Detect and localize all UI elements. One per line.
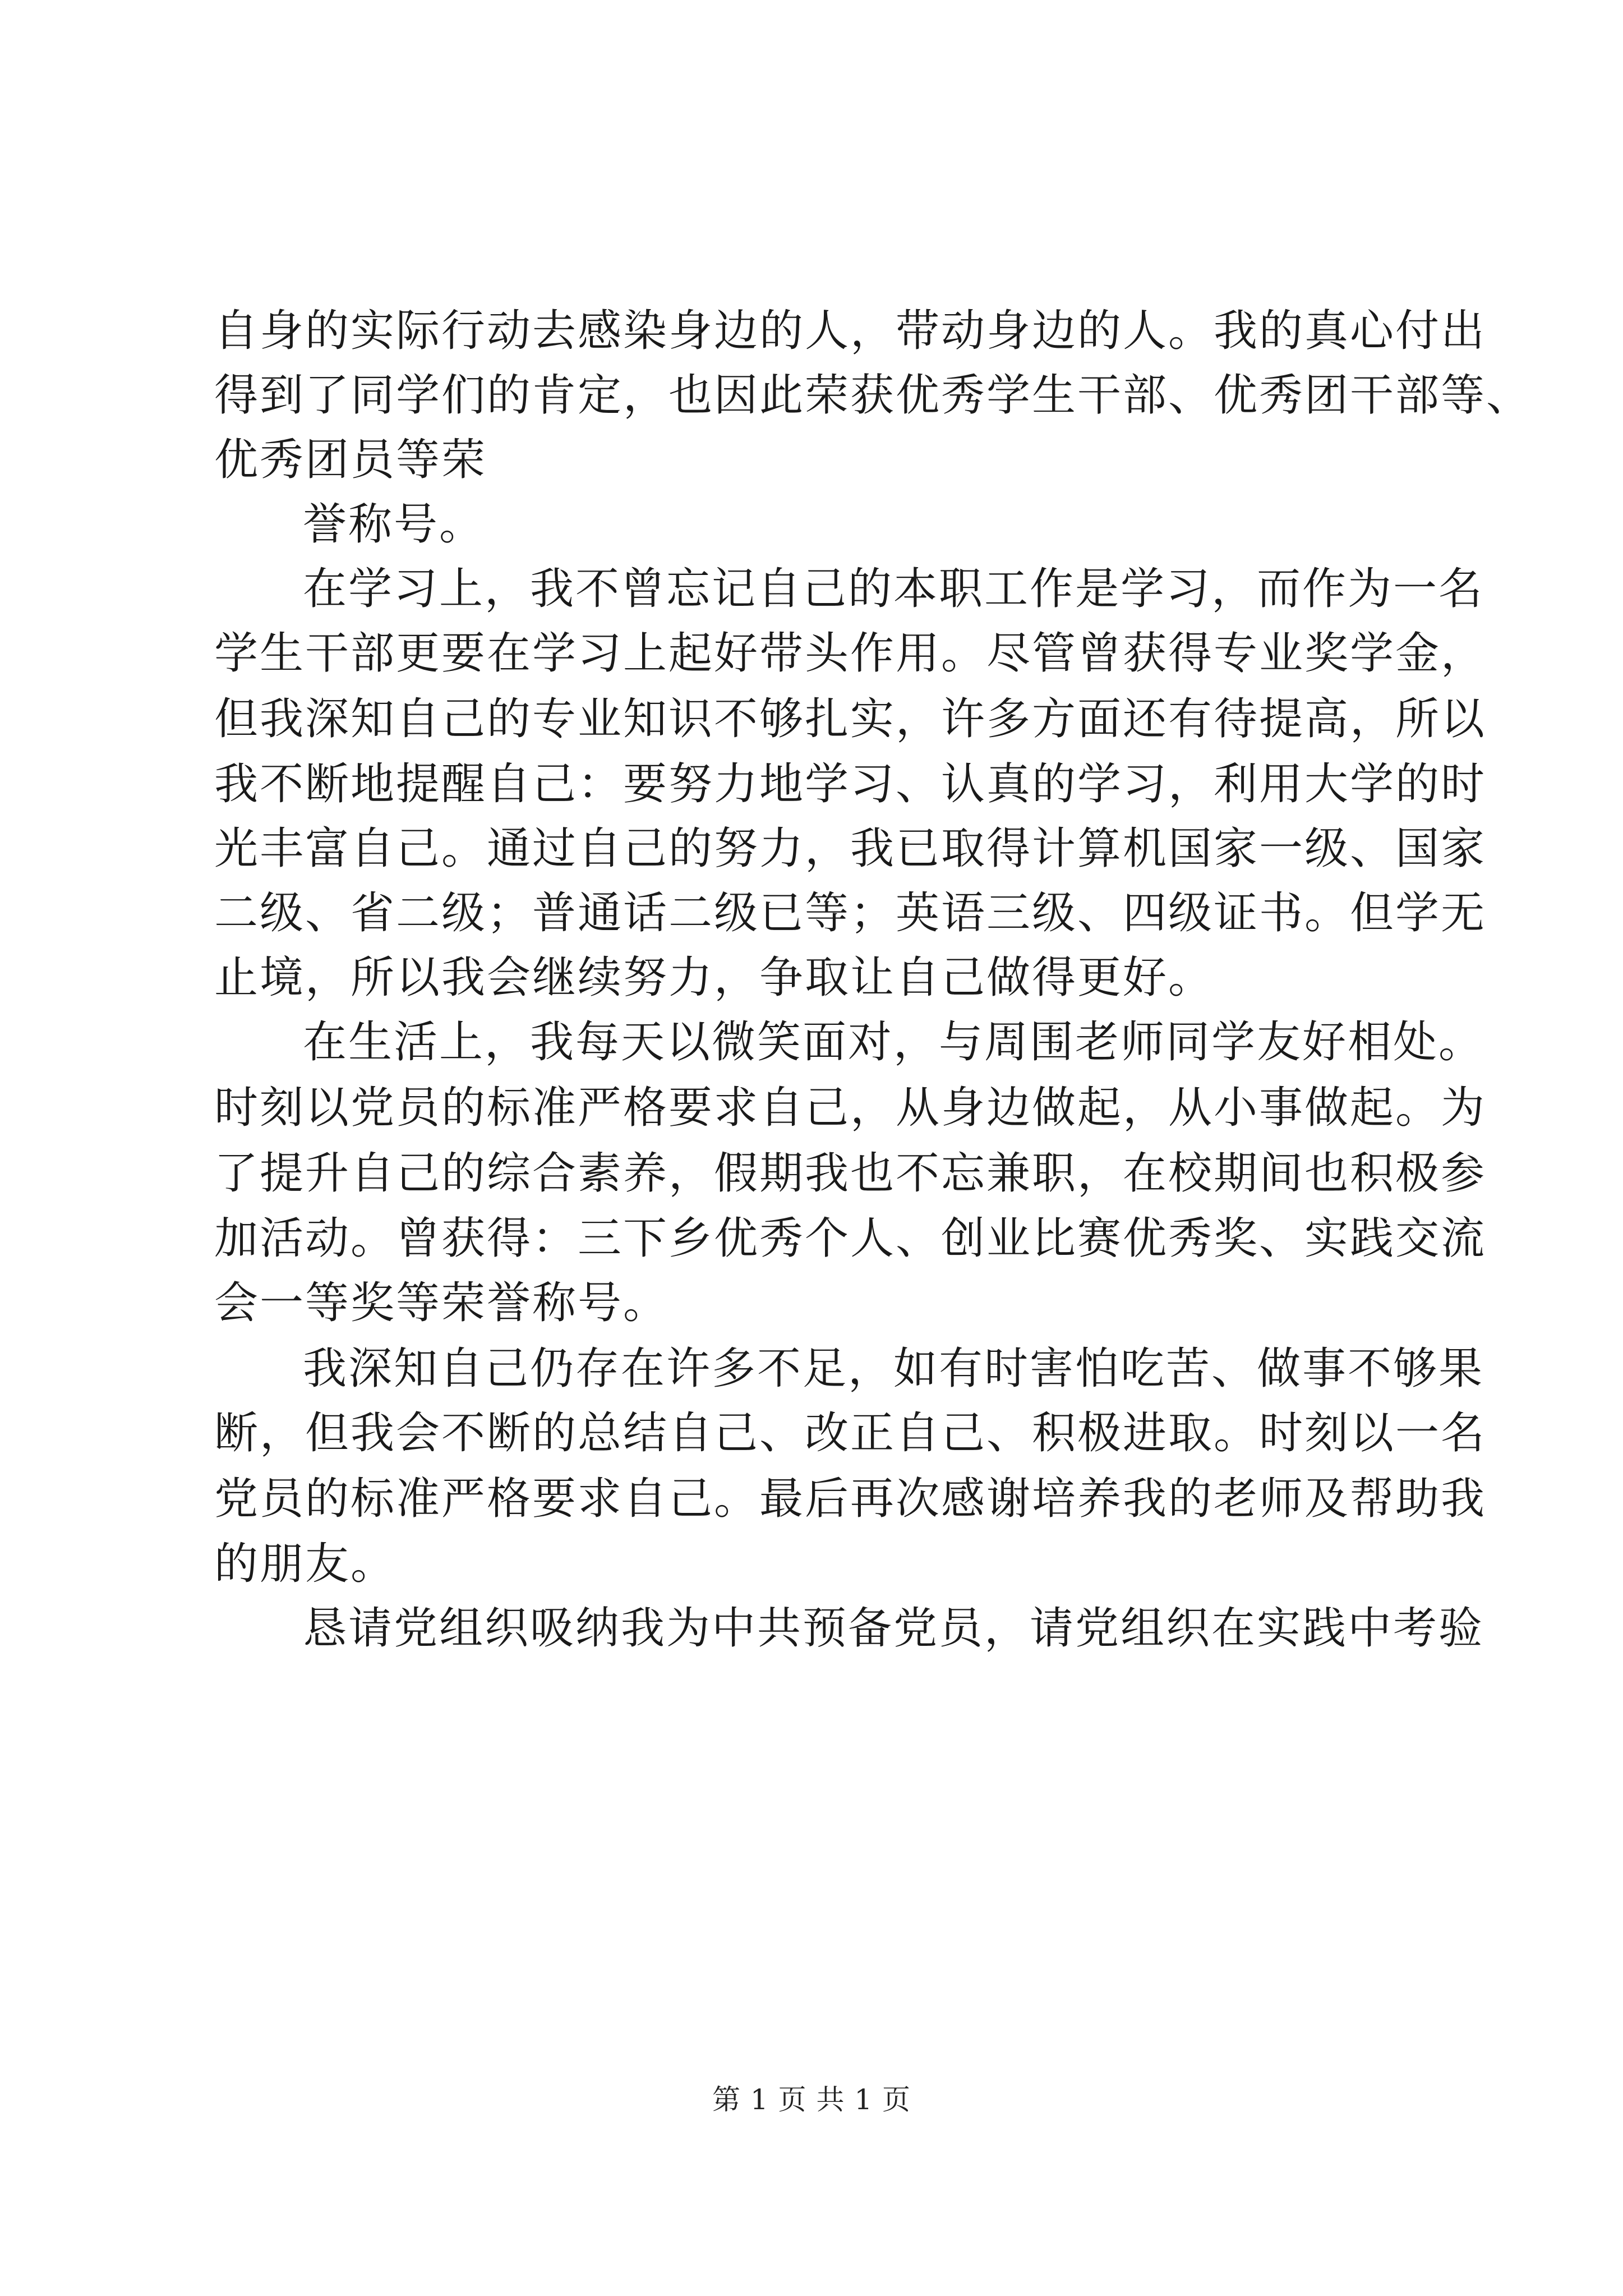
- text-line-11: 止境，所以我会继续努力，争取让自己做得更好。: [214, 953, 1214, 1003]
- page-footer: 第 1 页 共 1 页: [712, 2083, 911, 2116]
- text-line-21: 恳请党组织吸纳我为中共预备党员，请党组织在实践中考验: [303, 1603, 1484, 1654]
- text-line-3: 优秀团员等荣: [214, 435, 487, 485]
- text-line-5: 在学习上，我不曾忘记自己的本职工作是学习，而作为一名: [303, 564, 1484, 614]
- text-line-6: 学生干部更要在学习上起好带头作用。尽管曾获得专业奖学金，: [214, 628, 1487, 679]
- text-line-14: 了提升自己的综合素养，假期我也不忘兼职，在校期间也积极参: [214, 1148, 1487, 1199]
- text-line-15: 加活动。曾获得：三下乡优秀个人、创业比赛优秀奖、实践交流: [214, 1213, 1487, 1264]
- text-line-19: 党员的标准严格要求自己。最后再次感谢培养我的老师及帮助我: [214, 1474, 1487, 1524]
- text-line-1: 自身的实际行动去感染身边的人，带动身边的人。我的真心付出: [214, 306, 1487, 356]
- text-line-7: 但我深知自己的专业知识不够扎实，许多方面还有待提高，所以: [214, 694, 1487, 744]
- text-line-16: 会一等奖等荣誉称号。: [214, 1278, 669, 1328]
- text-line-20: 的朋友。: [214, 1539, 396, 1589]
- text-line-17: 我深知自己仍存在许多不足，如有时害怕吃苦、做事不够果: [303, 1343, 1484, 1394]
- text-line-4: 誉称号。: [303, 499, 485, 550]
- text-line-12: 在生活上，我每天以微笑面对，与周围老师同学友好相处。: [303, 1017, 1484, 1068]
- text-line-9: 光丰富自己。通过自己的努力，我已取得计算机国家一级、国家: [214, 823, 1487, 874]
- text-line-8: 我不断地提醒自己：要努力地学习、认真的学习，利用大学的时: [214, 759, 1487, 809]
- text-line-2: 得到了同学们的肯定，也因此荣获优秀学生干部、优秀团干部等、: [214, 370, 1532, 421]
- text-line-18: 断，但我会不断的总结自己、改正自己、积极进取。时刻以一名: [214, 1408, 1487, 1458]
- text-line-13: 时刻以党员的标准严格要求自己，从身边做起，从小事做起。为: [214, 1083, 1487, 1133]
- text-line-10: 二级、省二级；普通话二级已等；英语三级、四级证书。但学无: [214, 888, 1487, 938]
